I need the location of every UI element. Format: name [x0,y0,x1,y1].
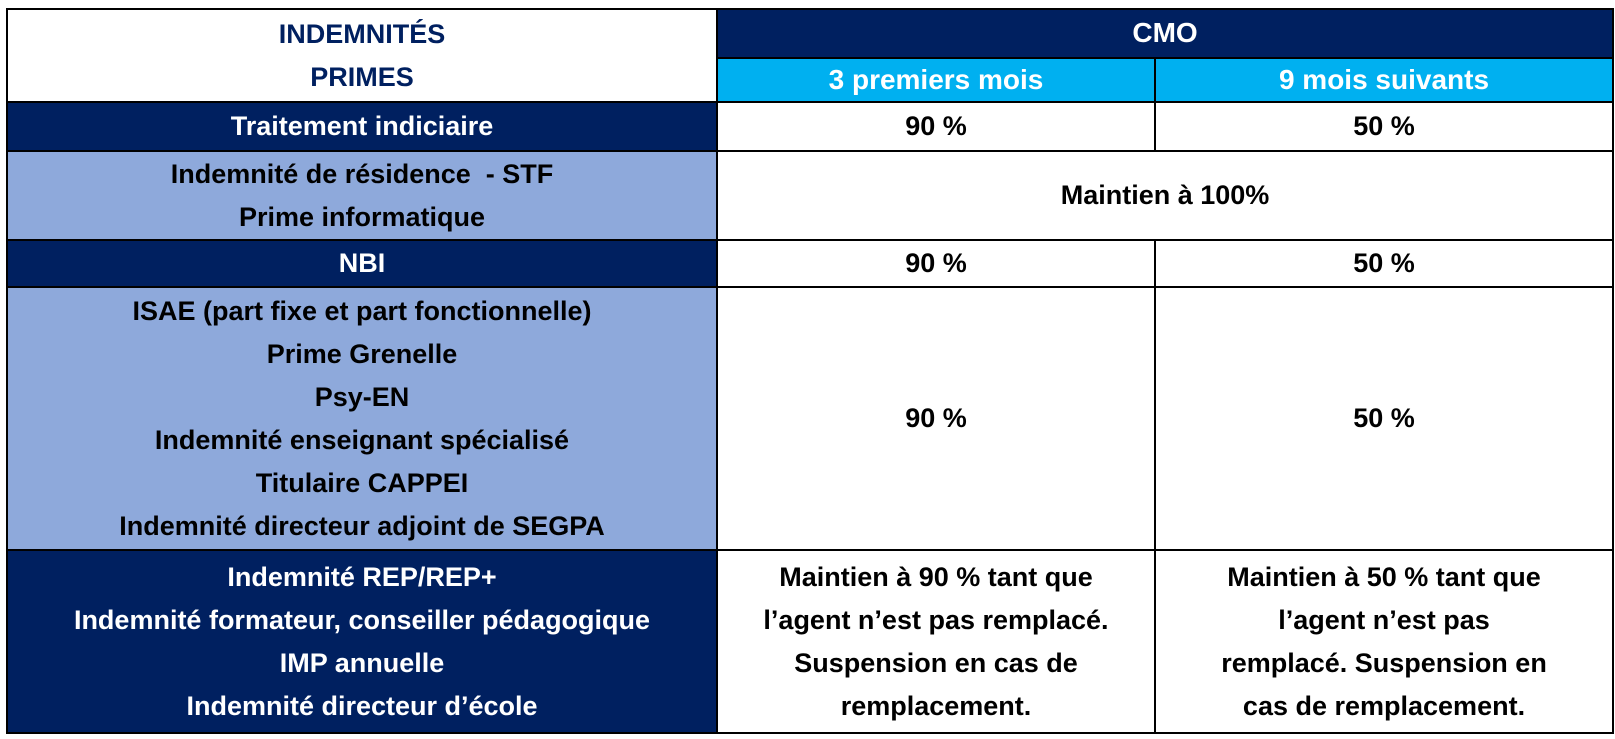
value-text: 90 % [905,403,967,434]
indemnities-table [6,8,1614,734]
row-label: Indemnité directeur adjoint de SEGPA [119,510,605,541]
row-label: ISAE (part fixe et part fonctionnelle) [132,295,592,326]
table-row [7,102,1613,151]
header-col-9-mois-suivants: 9 mois suivants [1155,58,1613,103]
value-text: 50 % [1353,403,1415,434]
value-cell-3-premiers-mois [717,550,1155,733]
row-label: Indemnité REP/REP+ [227,561,497,592]
value-text: l’agent n’est pas remplacé. [763,604,1109,635]
merged-value-cell [717,151,1613,240]
value-cell-9-mois-suivants [1155,287,1613,551]
row-label: Indemnité formateur, conseiller pédagogique [73,604,651,635]
row-label-cell [7,151,717,240]
header-col-3-premiers-mois: 3 premiers mois [717,58,1155,103]
value-text: Maintien à 90 % tant que [779,561,1093,592]
row-label: Indemnité directeur d’école [186,690,538,721]
row-label: Psy-EN [314,381,410,412]
row-label-cell [7,102,717,151]
row-label: Prime Grenelle [266,338,458,369]
table-row [7,240,1613,287]
row-label: Titulaire CAPPEI [255,467,469,498]
row-label: NBI [338,247,386,278]
value-text: Maintien à 100% [1060,180,1270,211]
table-row [7,550,1613,733]
table-row [7,151,1613,240]
value-cell-9-mois-suivants [1155,550,1613,733]
value-cell-3-premiers-mois [717,102,1155,151]
table-row [7,287,1613,551]
value-cell-9-mois-suivants [1155,102,1613,151]
value-text: Maintien à 50 % tant que [1227,561,1541,592]
row-label: Indemnité de résidence - STF [170,158,554,189]
row-label-cell [7,550,717,733]
header-cmo-cell: CMO [717,9,1613,58]
header-title-line-1: INDEMNITÉS [278,18,446,49]
header-title-cell [7,9,717,102]
value-text: cas de remplacement. [1242,690,1526,721]
row-label: Prime informatique [238,201,486,232]
row-label-cell [7,240,717,287]
value-text: 50 % [1353,111,1415,142]
row-label-cell [7,287,717,551]
row-label: IMP annuelle [279,647,445,678]
value-text: 50 % [1353,247,1415,278]
value-text: 90 % [905,247,967,278]
row-label: Indemnité enseignant spécialisé [154,424,570,455]
value-cell-3-premiers-mois [717,287,1155,551]
value-text: remplacé. Suspension en [1221,647,1547,678]
header-title-line-2: PRIMES [310,61,414,92]
value-text: 90 % [905,111,967,142]
value-cell-3-premiers-mois [717,240,1155,287]
value-cell-9-mois-suivants [1155,240,1613,287]
row-label: Traitement indiciaire [230,111,494,142]
value-text: Suspension en cas de [794,647,1078,678]
value-text: remplacement. [840,690,1032,721]
value-text: l’agent n’est pas [1278,604,1490,635]
